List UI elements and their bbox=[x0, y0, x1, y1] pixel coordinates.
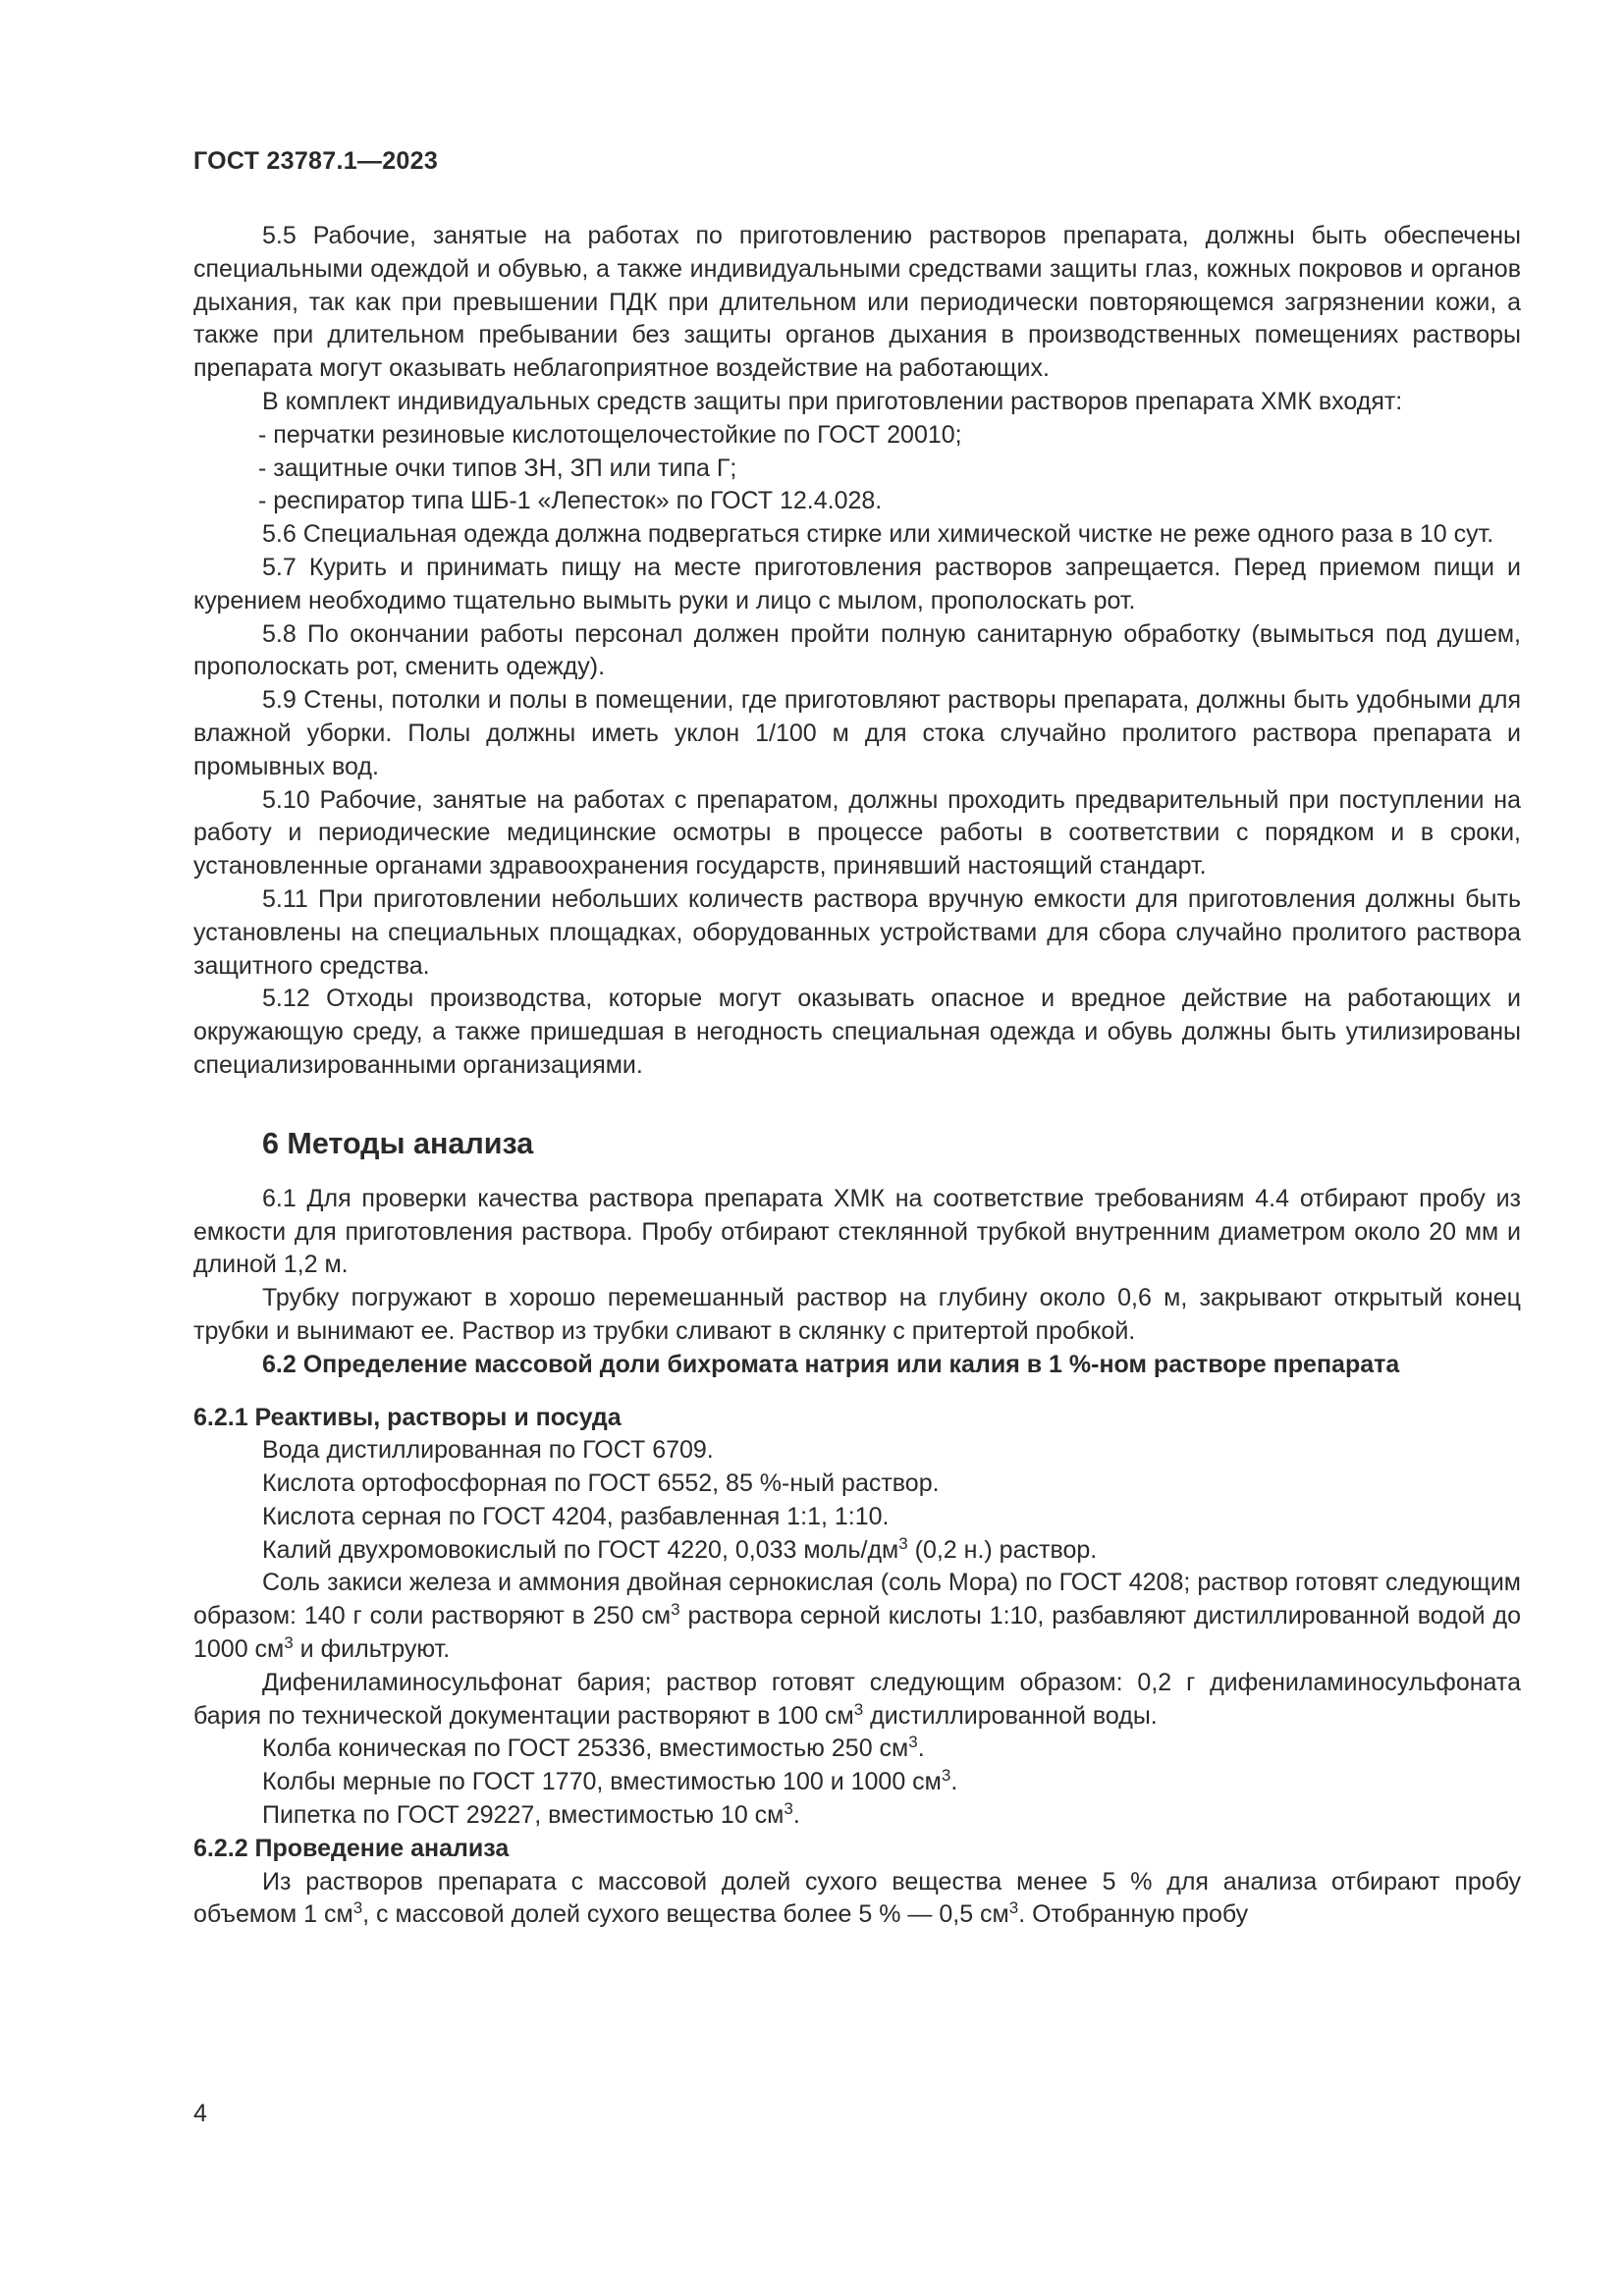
clause-6-1: 6.1 Для проверки качества раствора препарата ХМК на соответствие требованиям 4.4 отбирают пробу из емкости для приготовления раствора. Пробу отбирают стеклянной трубкой внутренним диаметром около 20 мм и длиной 1,2 м. bbox=[193, 1184, 1521, 1279]
document-body bbox=[193, 220, 1521, 1932]
clause-5-10: 5.10 Рабочие, занятые на работах с препаратом, должны проходить предварительный при поступлении на работу и периодические медицинские осмотры в процессе работы в соответствии с порядком и в сроки, установленные органами здравоохранения государств, принявший настоящий стандарт. bbox=[193, 785, 1521, 881]
analysis-procedure: Из растворов препарата с массовой долей сухого вещества менее 5 % для анализа отбирают пробу объемом 1 $см^3$, с массовой долей сухого вещества более 5 % — 0,5 $см^3$. Отобранную пробу bbox=[193, 1867, 1521, 1929]
section-6-heading: 6 Методы анализа bbox=[262, 1126, 534, 1160]
clause-6-2-heading: 6.2 Определение массовой доли бихромата натрия или калия в 1 %-ном растворе препарата bbox=[262, 1350, 1400, 1378]
clause-5-7: 5.7 Курить и принимать пищу на месте приготовления растворов запрещается. Перед приемом пищи и курением необходимо тщательно вымыть руки и лицо с мылом, прополоскать рот. bbox=[193, 553, 1521, 614]
clause-6-2-2-heading: 6.2.2 Проведение анализа bbox=[193, 1834, 510, 1862]
clause-6-1-continuation: Трубку погружают в хорошо перемешанный раствор на глубину около 0,6 м, закрывают открытый конец трубки и вынимают ее. Раствор из трубки сливают в склянку с притертой пробкой. bbox=[193, 1284, 1521, 1345]
clause-5-5: 5.5 Рабочие, занятые на работах по приготовлению растворов препарата, должны быть обеспечены специальными одеждой и обувью, а также индивидуальными средствами защиты глаз, кожных покровов и органов дыхания, так как при превышении ПДК при длительном или периодически повторяющемся загрязнении кожи, а также при длительном пребывании без защиты органов дыхания в производственных помещениях растворы препарата могут оказывать неблагоприятное воздействие на работающих. bbox=[193, 222, 1521, 383]
reagent-phosphoric-acid: Кислота ортофосфорная по ГОСТ 6552, 85 %-ный раствор. bbox=[262, 1469, 940, 1498]
equipment-pipette: Пипетка по ГОСТ 29227, вместимостью 10 $см^3$. bbox=[262, 1799, 800, 1830]
clause-5-12: 5.12 Отходы производства, которые могут оказывать опасное и вредное действие на работающих и окружающую среду, а также пришедшая в негодность специальная одежда и обувь должны быть утилизированы специализированными организациями. bbox=[193, 985, 1521, 1079]
reagent-water: Вода дистиллированная по ГОСТ 6709. bbox=[262, 1436, 714, 1465]
clause-6-2-1-heading: 6.2.1 Реактивы, растворы и посуда bbox=[193, 1403, 622, 1431]
ppe-intro: В комплект индивидуальных средств защиты при приготовлении растворов препарата ХМК входят: bbox=[262, 387, 1403, 415]
clause-5-8: 5.8 По окончании работы персонал должен пройти полную санитарную обработку (вымыться под душем, прополоскать рот, сменить одежду). bbox=[193, 619, 1521, 681]
equipment-conical-flask: Колба коническая по ГОСТ 25336, вместимостью 250 $см^3$. bbox=[262, 1733, 925, 1763]
ppe-item-goggles: - защитные очки типов ЗН, ЗП или типа Г; bbox=[258, 454, 737, 482]
page-number: 4 bbox=[193, 2100, 207, 2127]
reagent-sulfuric-acid: Кислота серная по ГОСТ 4204, разбавленная 1:1, 1:10. bbox=[262, 1502, 890, 1530]
document-header: ГОСТ 23787.1—2023 bbox=[193, 147, 439, 175]
reagent-potassium-dichromate: Калий двухромовокислый по ГОСТ 4220, 0,033 моль/$дм^3$ (0,2 н.) раствор. bbox=[262, 1533, 1098, 1564]
ppe-item-gloves: - перчатки резиновые кислотощелочестойкие по ГОСТ 20010; bbox=[258, 420, 962, 449]
clause-5-9: 5.9 Стены, потолки и полы в помещении, где приготовляют растворы препарата, должны быть удобными для влажной уборки. Полы должны иметь уклон 1/100 м для стока случайно пролитого раствора препарата и промывных вод. bbox=[193, 686, 1521, 780]
equipment-volumetric-flasks: Колбы мерные по ГОСТ 1770, вместимостью 100 и 1000 $см^3$. bbox=[262, 1766, 958, 1796]
ppe-item-respirator: - респиратор типа ШБ-1 «Лепесток» по ГОСТ 12.4.028. bbox=[258, 487, 883, 515]
clause-5-11: 5.11 При приготовлении небольших количеств раствора вручную емкости для приготовления должны быть установлены на специальных площадках, оборудованных устройствами для сбора случайно пролитого раствора защитного средства. bbox=[193, 884, 1521, 980]
clause-5-6: 5.6 Специальная одежда должна подвергаться стирке или химической чистке не реже одного раза в 10 сут. bbox=[262, 520, 1494, 549]
reagent-mohr-salt: Соль закиси железа и аммония двойная сернокислая (соль Мора) по ГОСТ 4208; раствор готовят следующим образом: 140 г соли растворяют в 250 $см^3$ раствора серной кислоты 1:10, разбавляют дистиллированной водой до 1000 $см^3$ и фильтруют. bbox=[193, 1569, 1522, 1664]
reagent-barium-diphenylaminosulfonate: Дифениламиносульфонат бария; раствор готовят следующим образом: 0,2 г дифениламиносульфоната бария по технической документации растворяют в 100 $см^3$ дистиллированной воды. bbox=[193, 1668, 1521, 1730]
